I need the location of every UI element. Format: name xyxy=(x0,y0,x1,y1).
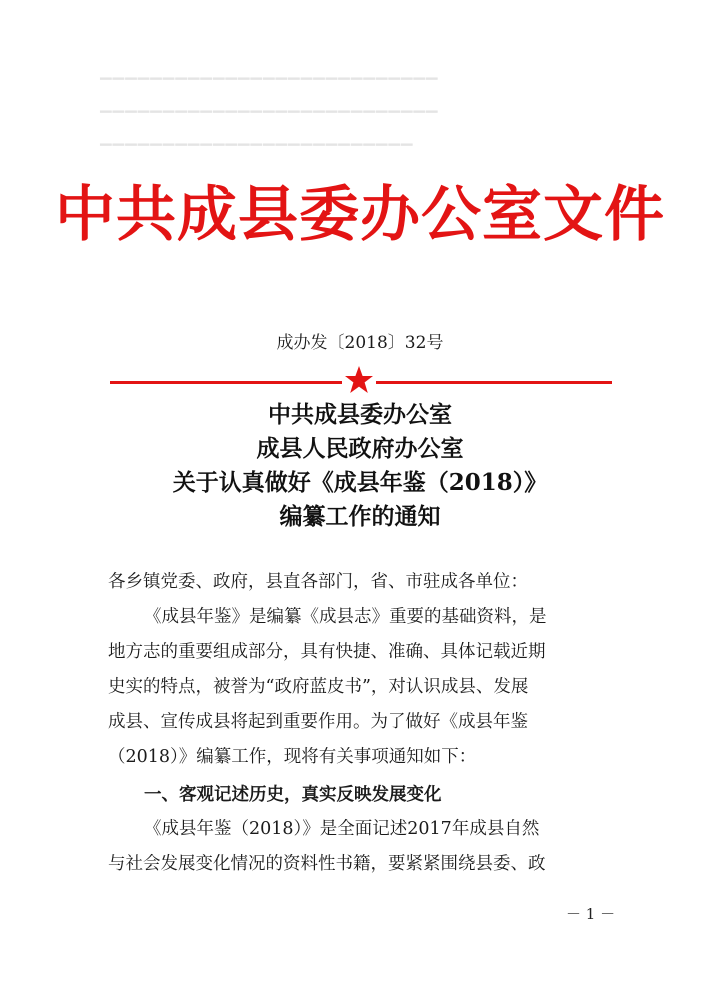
paragraph-section1 xyxy=(108,812,614,882)
notice-title-line: 中共成县委办公室 xyxy=(268,401,452,428)
notice-title xyxy=(0,398,720,534)
red-rule-left xyxy=(110,381,342,384)
red-rule-right xyxy=(376,381,612,384)
paragraph-line: 成县、宣传成县将起到重要作用。为了做好《成县年鉴 xyxy=(108,712,528,732)
document-number: 成办发〔2018〕32号 xyxy=(276,333,444,353)
red-star-icon xyxy=(344,365,374,395)
paragraph-line: 地方志的重要组成部分，具有快捷、准确、具体记载近期 xyxy=(108,642,546,662)
show-through-texture: ▁▁▁▁▁▁▁▁▁▁▁▁▁▁▁▁▁▁▁▁▁▁▁▁▁▁▁ ▁▁▁▁▁▁▁▁▁▁▁▁▁▁▁▁▁▁▁▁▁▁▁▁▁▁▁ ▁▁▁▁▁▁▁▁▁▁▁▁▁▁▁▁▁▁▁▁▁▁▁▁▁ xyxy=(100,62,439,146)
section-heading xyxy=(108,778,614,813)
paragraph-line: 《成县年鉴》是编纂《成县志》重要的基础资料，是 xyxy=(144,607,547,627)
section-heading-text: 一、客观记述历史，真实反映发展变化 xyxy=(144,785,442,805)
notice-title-line: 编纂工作的通知 xyxy=(279,503,441,530)
page-number: － 1 － xyxy=(566,905,616,923)
notice-title-line: 关于认真做好《成县年鉴（2018）》 xyxy=(172,469,548,496)
notice-title-line: 成县人民政府办公室 xyxy=(256,435,464,462)
paragraph-line: 《成县年鉴（2018）》是全面记述2017年成县自然 xyxy=(144,819,540,839)
salutation-text: 各乡镇党委、政府，县直各部门，省、市驻成各单位： xyxy=(108,572,528,592)
paragraph-line: 与社会发展变化情况的资料性书籍，要紧紧围绕县委、政 xyxy=(108,854,546,874)
salutation xyxy=(108,565,614,600)
paragraph-line: （2018）》编纂工作，现将有关事项通知如下： xyxy=(108,747,477,767)
paragraph-line: 史实的特点，被誉为“政府蓝皮书”，对认识成县、发展 xyxy=(108,677,529,697)
red-header-title: 中共成县委办公室文件 xyxy=(55,180,665,250)
paragraph-intro xyxy=(108,600,614,775)
